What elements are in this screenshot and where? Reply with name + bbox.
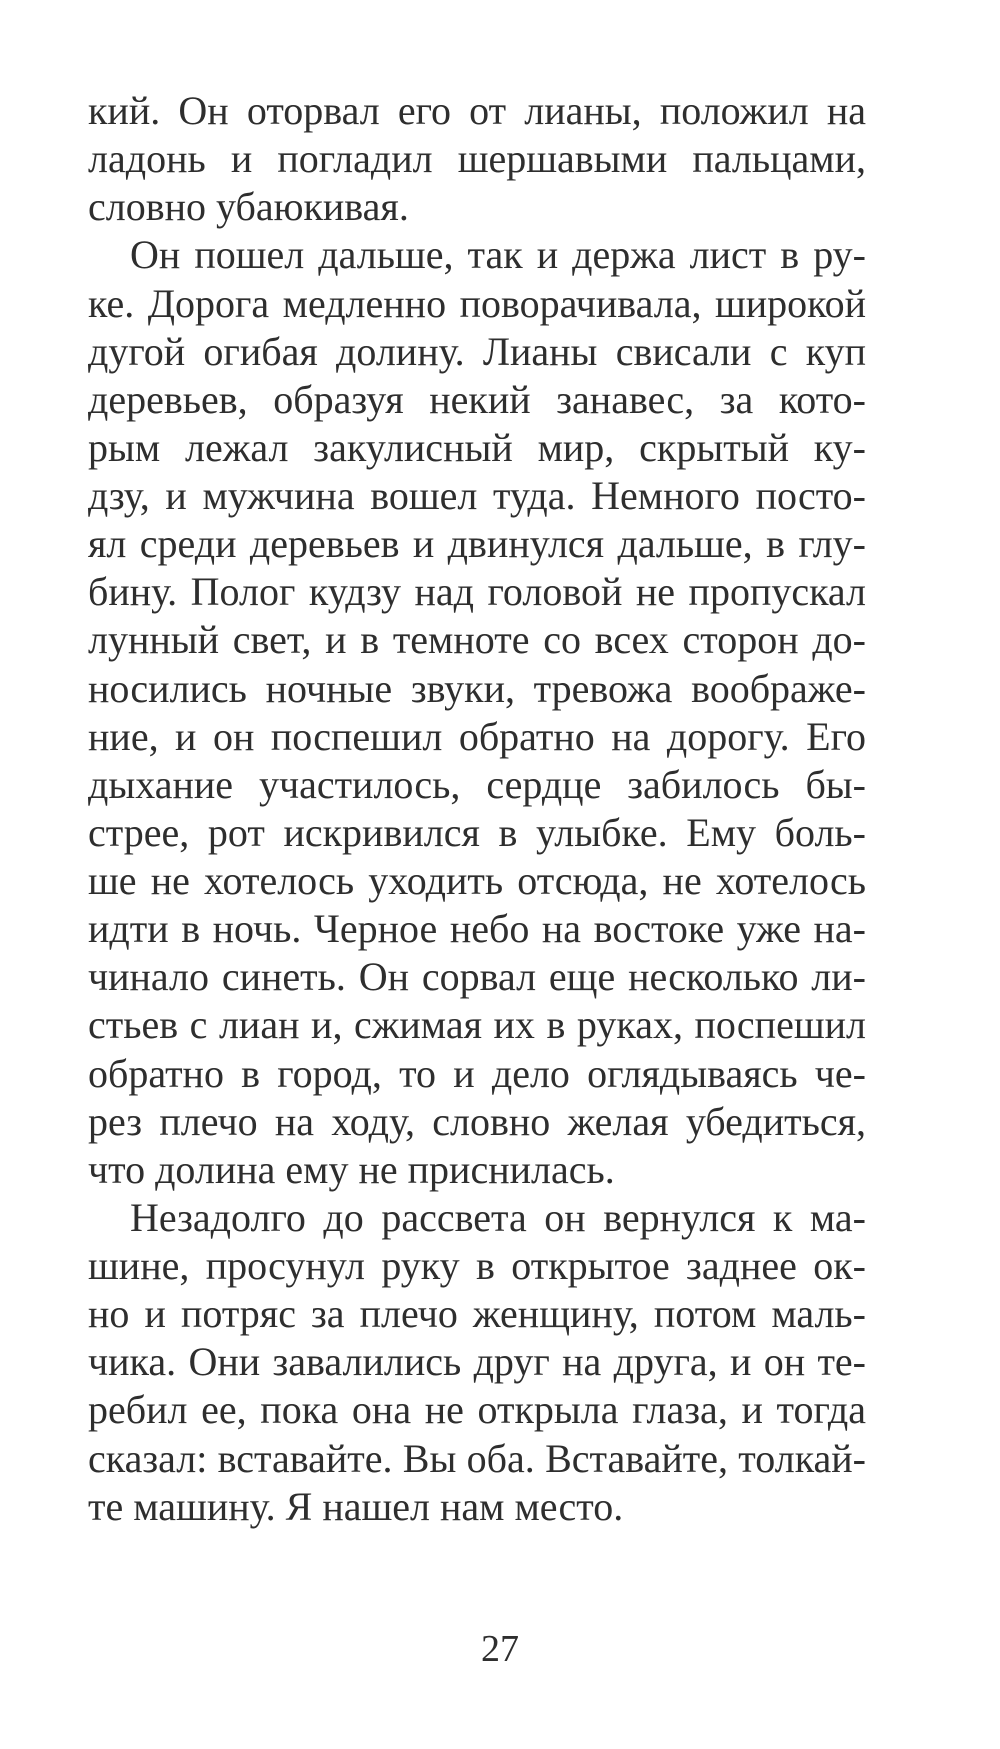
text-line-content: чинало синеть. Он сорвал еще несколько ли- [88, 954, 866, 999]
text-line-content: ял среди деревьев и двинулся дальше, в глу- [88, 521, 866, 566]
text-line-content: ребил ее, пока она не открыла глаза, и тогда [88, 1387, 866, 1432]
text-line [0, 1290, 1000, 1338]
text-line [0, 568, 1000, 616]
text-line [0, 761, 1000, 809]
page-number: 27 [481, 1628, 519, 1670]
text-line [0, 1001, 1000, 1049]
text-line [0, 616, 1000, 664]
text-line [0, 183, 1000, 231]
text-line-content: рез плечо на ходу, словно желая убедиться, [88, 1099, 866, 1144]
text-line-content: что долина ему не приснилась. [88, 1147, 615, 1192]
text-line-content: ше не хотелось уходить отсюда, не хотелось [88, 858, 866, 903]
text-line [0, 1242, 1000, 1290]
text-line-content: Незадолго до рассвета он вернулся к ма- [130, 1195, 866, 1240]
text-line [0, 87, 1000, 135]
paragraph-first-line [0, 1194, 1000, 1242]
text-line [0, 135, 1000, 183]
text-line-content: стьев с лиан и, сжимая их в руках, поспешил [88, 1002, 866, 1047]
text-line [0, 1098, 1000, 1146]
text-line-content: носились ночные звуки, тревожа воображе- [88, 666, 866, 711]
text-line-content: дзу, и мужчина вошел туда. Немного посто- [88, 473, 866, 518]
text-line [0, 520, 1000, 568]
text-line-content: словно убаюкивая. [88, 184, 409, 229]
text-line [0, 809, 1000, 857]
text-line-content: шине, просунул руку в открытое заднее ок- [88, 1243, 866, 1288]
text-line-content: ке. Дорога медленно поворачивала, широкой [88, 281, 866, 326]
text-line-content: стрее, рот искривился в улыбке. Ему боль- [88, 810, 866, 855]
text-line-content: ладонь и погладил шершавыми пальцами, [88, 136, 866, 181]
text-line-content: но и потряс за плечо женщину, потом маль- [88, 1291, 866, 1336]
paragraph-first-line [0, 231, 1000, 279]
text-line [0, 1483, 1000, 1531]
text-line-content: дыхание участилось, сердце забилось бы- [88, 762, 866, 807]
text-line-content: обратно в город, то и дело оглядываясь че- [88, 1051, 866, 1096]
text-line [0, 1050, 1000, 1098]
text-line [0, 376, 1000, 424]
text-line [0, 1386, 1000, 1434]
text-line [0, 328, 1000, 376]
text-line-content: сказал: вставайте. Вы оба. Вставайте, толкай- [88, 1436, 866, 1481]
text-line-content: Он пошел дальше, так и держа лист в ру- [130, 232, 866, 277]
text-line [0, 665, 1000, 713]
text-line-content: чика. Они завалились друг на друга, и он те- [88, 1339, 866, 1384]
text-line-content: те машину. Я нашел нам место. [88, 1484, 624, 1529]
text-line-content: рым лежал закулисный мир, скрытый ку- [88, 425, 866, 470]
text-line [0, 857, 1000, 905]
text-line [0, 280, 1000, 328]
text-line [0, 1338, 1000, 1386]
text-line [0, 905, 1000, 953]
text-line-content: идти в ночь. Черное небо на востоке уже на- [88, 906, 866, 951]
text-line-content: лунный свет, и в темноте со всех сторон до- [88, 617, 866, 662]
text-line [0, 1435, 1000, 1483]
text-line-content: дугой огибая долину. Лианы свисали с куп [88, 329, 866, 374]
text-line-content: деревьев, образуя некий занавес, за кото- [88, 377, 866, 422]
text-line [0, 472, 1000, 520]
text-line-content: кий. Он оторвал его от лианы, положил на [88, 88, 866, 133]
text-line [0, 713, 1000, 761]
text-line-content: ние, и он поспешил обратно на дорогу. Его [88, 714, 866, 759]
text-line [0, 1146, 1000, 1194]
text-line-content: бину. Полог кудзу над головой не пропускал [88, 569, 866, 614]
text-line [0, 953, 1000, 1001]
text-line [0, 424, 1000, 472]
